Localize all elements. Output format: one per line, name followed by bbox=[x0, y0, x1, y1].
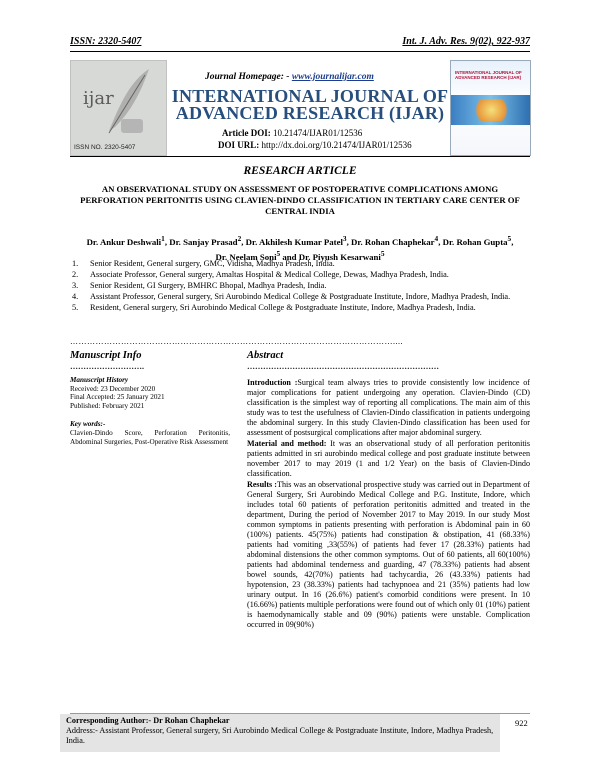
dotted-separator-right: ……………………………………………………………… bbox=[247, 362, 439, 371]
abstract-body bbox=[247, 378, 530, 631]
author-name: Dr. Neelam Soni bbox=[215, 251, 277, 262]
doi-url-link[interactable]: http://dx.doi.org/10.21474/IJAR01/12536 bbox=[261, 140, 412, 150]
author-affil-sup: 5 bbox=[380, 248, 385, 258]
homepage-label: Journal Homepage: - bbox=[205, 72, 290, 82]
citation-label: Int. J. Adv. Res. 9(02), 922-937 bbox=[402, 36, 530, 47]
quill-pen-icon bbox=[71, 61, 168, 157]
article-doi-label: Article DOI: bbox=[222, 128, 271, 138]
manuscript-info bbox=[70, 376, 230, 446]
corresponding-author-box bbox=[60, 714, 500, 752]
keywords-text: Clavien-Dindo Score, Perforation Peritonitis, Abdominal Surgeries, Post-Operative Risk Assessment bbox=[70, 428, 230, 446]
keywords-label: Key words:- bbox=[70, 420, 106, 429]
published-date: Published: February 2021 bbox=[70, 401, 145, 410]
header-rule bbox=[70, 51, 530, 52]
affiliation-number: 1. bbox=[72, 259, 79, 268]
abstract-results bbox=[247, 480, 530, 630]
article-doi bbox=[222, 128, 362, 138]
affiliation-number: 2. bbox=[72, 270, 79, 279]
author-affil-sup: 2 bbox=[237, 234, 242, 243]
affiliation-text: Senior Resident, GI Surgery, BMHRC Bhopal, Madhya Pradesh, India. bbox=[90, 281, 327, 290]
article-doi-value: 10.21474/IJAR01/12536 bbox=[272, 128, 363, 138]
affiliation-text: Associate Professor, General surgery, Amaltas Hospital & Medical College, Dewas, Madhya Pradesh, India. bbox=[90, 270, 449, 279]
methods-text: It was an observational study of all perforation peritonitis patients admitted in sri aurobindo medical college and post graduate institute between november 2017 to may 2019 (1 and 1/2 Year) on the basis of Clavien-Dindo classification. bbox=[247, 439, 530, 478]
manuscript-history-label: Manuscript History bbox=[70, 376, 129, 384]
article-title: AN OBSERVATIONAL STUDY ON ASSESSMENT OF POSTOPERATIVE COMPLICATIONS AMONG PERFORATION PERITONITIS USING CLAVIEN-DINDO CLASSIFICATION IN TERTIARY CARE CENTER OF CENTRAL INDIA bbox=[80, 184, 520, 216]
cover-art-glow bbox=[471, 99, 512, 121]
author-name: Dr. Rohan Chaphekar bbox=[351, 236, 435, 247]
results-text: This was an observational prospective study was carried out in Department of General Surgery, Sri Aurobindo Medical College and P.G. Institute, Indore, which includes total 60 patients of perforation peritonitis admitted and treated in the department, During the period of November 2017 to May 2019. In our study Most common symptoms in patients presenting with perforation is Abdominal pain in 60 (100%) patients. 45(75%) patients had constipation & obstipation, 41 (68.33%) patients had vomiting ,33(55%) of patients had fever 17 (28.33%) patients had abdominal distensions the other common symptoms. Out of 60 patients, all 60(100%) patients had abdominal tenderness and guarding, 47 (78.33%) patients had absent bowel sounds, 42(70%) patients had tachycardia, 26 (43.33%) patients had hypotension, 23 (38.33%) patients had tachypnoea and 21 (35%) patients had low urinary output. In 16 (26.6%) patient's comorbid conditions were present. In 10 (16.66%) patients multiple perforations were found out of which only 01 (10%) patient is haemodynamically stable and 09 (90%) patients were unstable. Complication occurred in 09(90%) bbox=[247, 480, 530, 629]
affiliation-number: 3. bbox=[72, 281, 79, 290]
author-name: Dr. Piyush Kesarwani bbox=[298, 251, 381, 262]
affiliation-item bbox=[70, 269, 530, 280]
journal-cover-thumbnail bbox=[450, 60, 531, 156]
running-header bbox=[70, 36, 530, 47]
journal-homepage bbox=[205, 72, 374, 82]
cover-title: INTERNATIONAL JOURNAL OF ADVANCED RESEARCH (IJAR) bbox=[455, 70, 522, 80]
author-affil-sup: 1 bbox=[161, 234, 165, 243]
author-name: Dr. Akhilesh Kumar Patel bbox=[245, 236, 343, 247]
journal-logo bbox=[70, 60, 167, 156]
author-list: Dr. Ankur Deshwali$^1$, Dr. Sanjay Prasad$^2$, Dr. Akhilesh Kumar Patel$^3$, Dr. Rohan Chaphekar$^4$, Dr. Rohan Gupta$^5$, Dr. Neelam Soni$^5$ and Dr. Piyush Kesarwani$^5$ bbox=[86, 234, 514, 262]
affiliation-text: Resident, General surgery, Sri Aurobindo Medical College & Postgraduate Institute, Indore, Madhya Pradesh, India. bbox=[90, 303, 476, 312]
abstract-introduction bbox=[247, 378, 530, 438]
author-name: Dr. Ankur Deshwali bbox=[86, 236, 162, 247]
corresponding-author: Corresponding Author:- Dr Rohan Chaphekar bbox=[66, 716, 230, 725]
affiliation-item bbox=[70, 258, 530, 269]
results-label: Results : bbox=[247, 480, 277, 489]
journal-title: INTERNATIONAL JOURNAL OF ADVANCED RESEARCH (IJAR) bbox=[171, 86, 449, 123]
affiliation-number: 4. bbox=[72, 292, 79, 301]
received-date: Received: 23 December 2020 bbox=[70, 384, 156, 393]
affiliation-item bbox=[70, 291, 530, 302]
page-number: 922 bbox=[515, 718, 528, 728]
abstract-methods bbox=[247, 439, 530, 479]
author-affil-sup: 4 bbox=[434, 234, 439, 243]
logo-issn: ISSN NO. 2320-5407 bbox=[74, 144, 136, 151]
manuscript-info-heading: Manuscript Info bbox=[70, 350, 142, 361]
issn-label: ISSN: 2320-5407 bbox=[70, 36, 142, 47]
corresponding-address: Address:- Assistant Professor, General surgery, Sri Aurobindo Medical College & Postgraduate Institute, Indore, Madhya Pradesh, India. bbox=[66, 726, 494, 745]
affiliation-item bbox=[70, 302, 530, 313]
abstract-heading: Abstract bbox=[247, 350, 284, 361]
introduction-label: Introduction : bbox=[247, 378, 298, 387]
logo-wordmark: ijar bbox=[83, 88, 114, 109]
dotted-separator-left: ………………………. bbox=[70, 362, 144, 371]
introduction-text: Surgical team always tries to provide consistently low incidence of major complications for patient undergoing any operation. Clavien-Dindo (CD) classification is the simplest way of reporting all complications. The main aim of this study was to test the usefulness of Clavien-Dindo classification in patients undergoing the abdominal surgery. In this study Clavien-Dindo classification has been used for assessment of postsurgical complications after major abdominal surgery. bbox=[247, 378, 530, 437]
author-affil-sup: 5 bbox=[276, 248, 281, 258]
doi-url bbox=[218, 140, 412, 150]
homepage-link[interactable]: www.journalijar.com bbox=[291, 72, 374, 82]
affiliation-list bbox=[70, 258, 530, 313]
author-name: Dr. Sanjay Prasad bbox=[169, 236, 238, 247]
affiliation-item bbox=[70, 280, 530, 291]
methods-label: Material and method: bbox=[247, 439, 327, 448]
dotted-separator: …………………………………………………………………………………………………….... bbox=[70, 337, 403, 346]
author-affil-sup: 5 bbox=[507, 234, 512, 243]
author-affil-sup: 3 bbox=[342, 234, 347, 243]
doi-url-label: DOI URL: bbox=[218, 140, 260, 150]
affiliation-text: Assistant Professor, General surgery, Sri Aurobindo Medical College & Postgraduate Institute, Indore, Madhya Pradesh, India. bbox=[90, 292, 511, 301]
affiliation-text: Senior Resident, General surgery, GMC, Vidisha, Madhya Pradesh, India. bbox=[90, 259, 335, 268]
accepted-date: Final Accepted: 25 January 2021 bbox=[70, 393, 165, 402]
article-type: RESEARCH ARTICLE bbox=[243, 165, 357, 177]
author-name: Dr. Rohan Gupta bbox=[442, 236, 508, 247]
affiliation-number: 5. bbox=[72, 303, 79, 312]
masthead-rule bbox=[70, 156, 530, 157]
